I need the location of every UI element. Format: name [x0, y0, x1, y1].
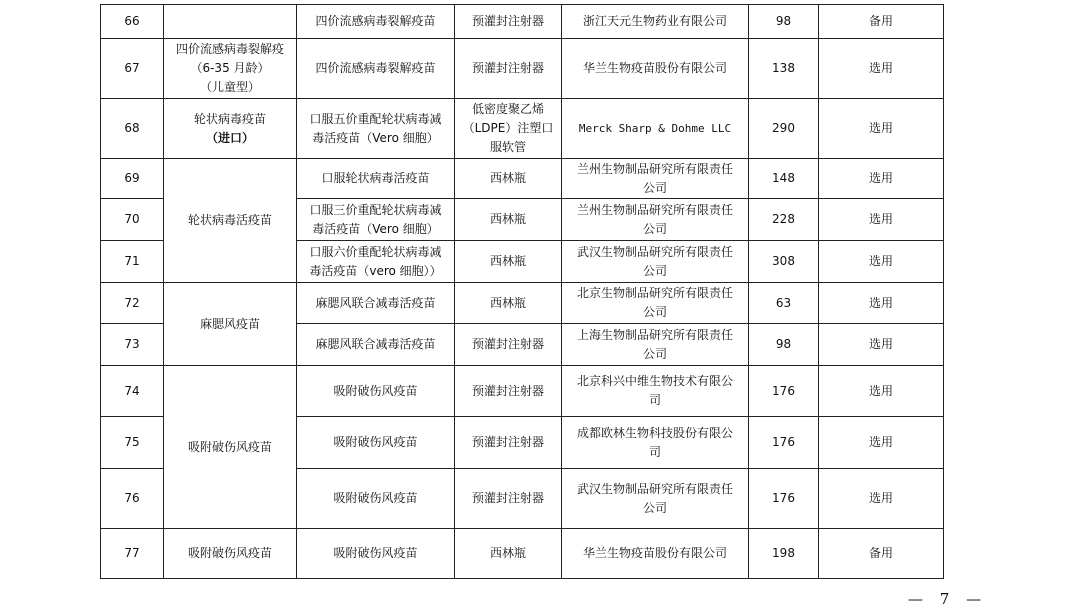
row-number: 74 — [101, 366, 164, 417]
status-cell: 备用 — [819, 5, 944, 39]
vaccine-category-cell: 吸附破伤风疫苗 — [164, 529, 297, 579]
product-name-cell: 吸附破伤风疫苗 — [297, 529, 455, 579]
table-row — [101, 39, 944, 99]
vaccine-category-cell: 吸附破伤风疫苗 — [164, 366, 297, 529]
company-cell: 北京生物制品研究所有限责任 公司 — [562, 283, 749, 324]
company-cell: 武汉生物制品研究所有限责任 公司 — [562, 241, 749, 283]
table-row — [101, 5, 944, 39]
package-cell: 预灌封注射器 — [455, 324, 562, 366]
status-cell: 选用 — [819, 366, 944, 417]
row-number: 73 — [101, 324, 164, 366]
company-cell: 华兰生物疫苗股份有限公司 — [562, 529, 749, 579]
table-row — [101, 283, 944, 324]
vaccine-category-cell: 四价流感病毒裂解疫 （6-35 月龄） （儿童型） — [164, 39, 297, 99]
table-row — [101, 159, 944, 199]
price-cell: 98 — [749, 5, 819, 39]
price-cell: 176 — [749, 417, 819, 469]
company-cell: 北京科兴中维生物技术有限公 司 — [562, 366, 749, 417]
product-name-cell: 口服六价重配轮状病毒减 毒活疫苗（vero 细胞）） — [297, 241, 455, 283]
status-cell: 选用 — [819, 39, 944, 99]
product-name-cell: 吸附破伤风疫苗 — [297, 366, 455, 417]
price-cell: 63 — [749, 283, 819, 324]
vaccine-category-cell: 麻腮风疫苗 — [164, 283, 297, 366]
product-name-cell: 吸附破伤风疫苗 — [297, 417, 455, 469]
product-name-cell: 四价流感病毒裂解疫苗 — [297, 39, 455, 99]
vaccine-category-cell: 轮状病毒活疫苗 — [164, 159, 297, 283]
package-cell: 低密度聚乙烯 （LDPE）注塑口 服软管 — [455, 99, 562, 159]
package-cell: 西林瓶 — [455, 283, 562, 324]
package-cell: 预灌封注射器 — [455, 5, 562, 39]
product-name-cell: 麻腮风联合减毒活疫苗 — [297, 283, 455, 324]
row-number: 69 — [101, 159, 164, 199]
status-cell: 选用 — [819, 159, 944, 199]
package-cell: 西林瓶 — [455, 241, 562, 283]
vaccine-category-cell: 轮状病毒疫苗 （进口） — [164, 99, 297, 159]
status-cell: 选用 — [819, 469, 944, 529]
row-number: 66 — [101, 5, 164, 39]
page-number: — 7 — — [908, 590, 988, 608]
company-cell: 上海生物制品研究所有限责任 公司 — [562, 324, 749, 366]
status-cell: 选用 — [819, 241, 944, 283]
status-cell: 选用 — [819, 417, 944, 469]
package-cell: 预灌封注射器 — [455, 417, 562, 469]
status-cell: 选用 — [819, 283, 944, 324]
price-cell: 148 — [749, 159, 819, 199]
vaccine-price-table — [100, 4, 944, 579]
price-cell: 176 — [749, 469, 819, 529]
price-cell: 198 — [749, 529, 819, 579]
product-name-cell: 口服轮状病毒活疫苗 — [297, 159, 455, 199]
package-cell: 预灌封注射器 — [455, 366, 562, 417]
package-cell: 西林瓶 — [455, 159, 562, 199]
status-cell: 选用 — [819, 324, 944, 366]
price-cell: 290 — [749, 99, 819, 159]
row-number: 76 — [101, 469, 164, 529]
company-cell: 武汉生物制品研究所有限责任 公司 — [562, 469, 749, 529]
product-name-cell: 口服五价重配轮状病毒减 毒活疫苗（Vero 细胞） — [297, 99, 455, 159]
company-cell: 兰州生物制品研究所有限责任 公司 — [562, 199, 749, 241]
table-row — [101, 366, 944, 417]
price-cell: 176 — [749, 366, 819, 417]
row-number: 68 — [101, 99, 164, 159]
row-number: 71 — [101, 241, 164, 283]
product-name-cell: 口服三价重配轮状病毒减 毒活疫苗（Vero 细胞） — [297, 199, 455, 241]
product-name-cell: 吸附破伤风疫苗 — [297, 469, 455, 529]
status-cell: 选用 — [819, 99, 944, 159]
table-row — [101, 99, 944, 159]
product-name-cell: 麻腮风联合减毒活疫苗 — [297, 324, 455, 366]
row-number: 77 — [101, 529, 164, 579]
vaccine-category-cell — [164, 5, 297, 39]
table-row — [101, 529, 944, 579]
package-cell: 预灌封注射器 — [455, 39, 562, 99]
price-cell: 98 — [749, 324, 819, 366]
status-cell: 备用 — [819, 529, 944, 579]
price-cell: 138 — [749, 39, 819, 99]
row-number: 75 — [101, 417, 164, 469]
company-cell: 成都欧林生物科技股份有限公 司 — [562, 417, 749, 469]
row-number: 67 — [101, 39, 164, 99]
package-cell: 预灌封注射器 — [455, 469, 562, 529]
product-name-cell: 四价流感病毒裂解疫苗 — [297, 5, 455, 39]
package-cell: 西林瓶 — [455, 199, 562, 241]
package-cell: 西林瓶 — [455, 529, 562, 579]
company-cell: 华兰生物疫苗股份有限公司 — [562, 39, 749, 99]
status-cell: 选用 — [819, 199, 944, 241]
price-cell: 308 — [749, 241, 819, 283]
company-cell: 兰州生物制品研究所有限责任 公司 — [562, 159, 749, 199]
row-number: 70 — [101, 199, 164, 241]
company-cell: 浙江天元生物药业有限公司 — [562, 5, 749, 39]
price-cell: 228 — [749, 199, 819, 241]
row-number: 72 — [101, 283, 164, 324]
company-cell: Merck Sharp & Dohme LLC — [562, 99, 749, 159]
